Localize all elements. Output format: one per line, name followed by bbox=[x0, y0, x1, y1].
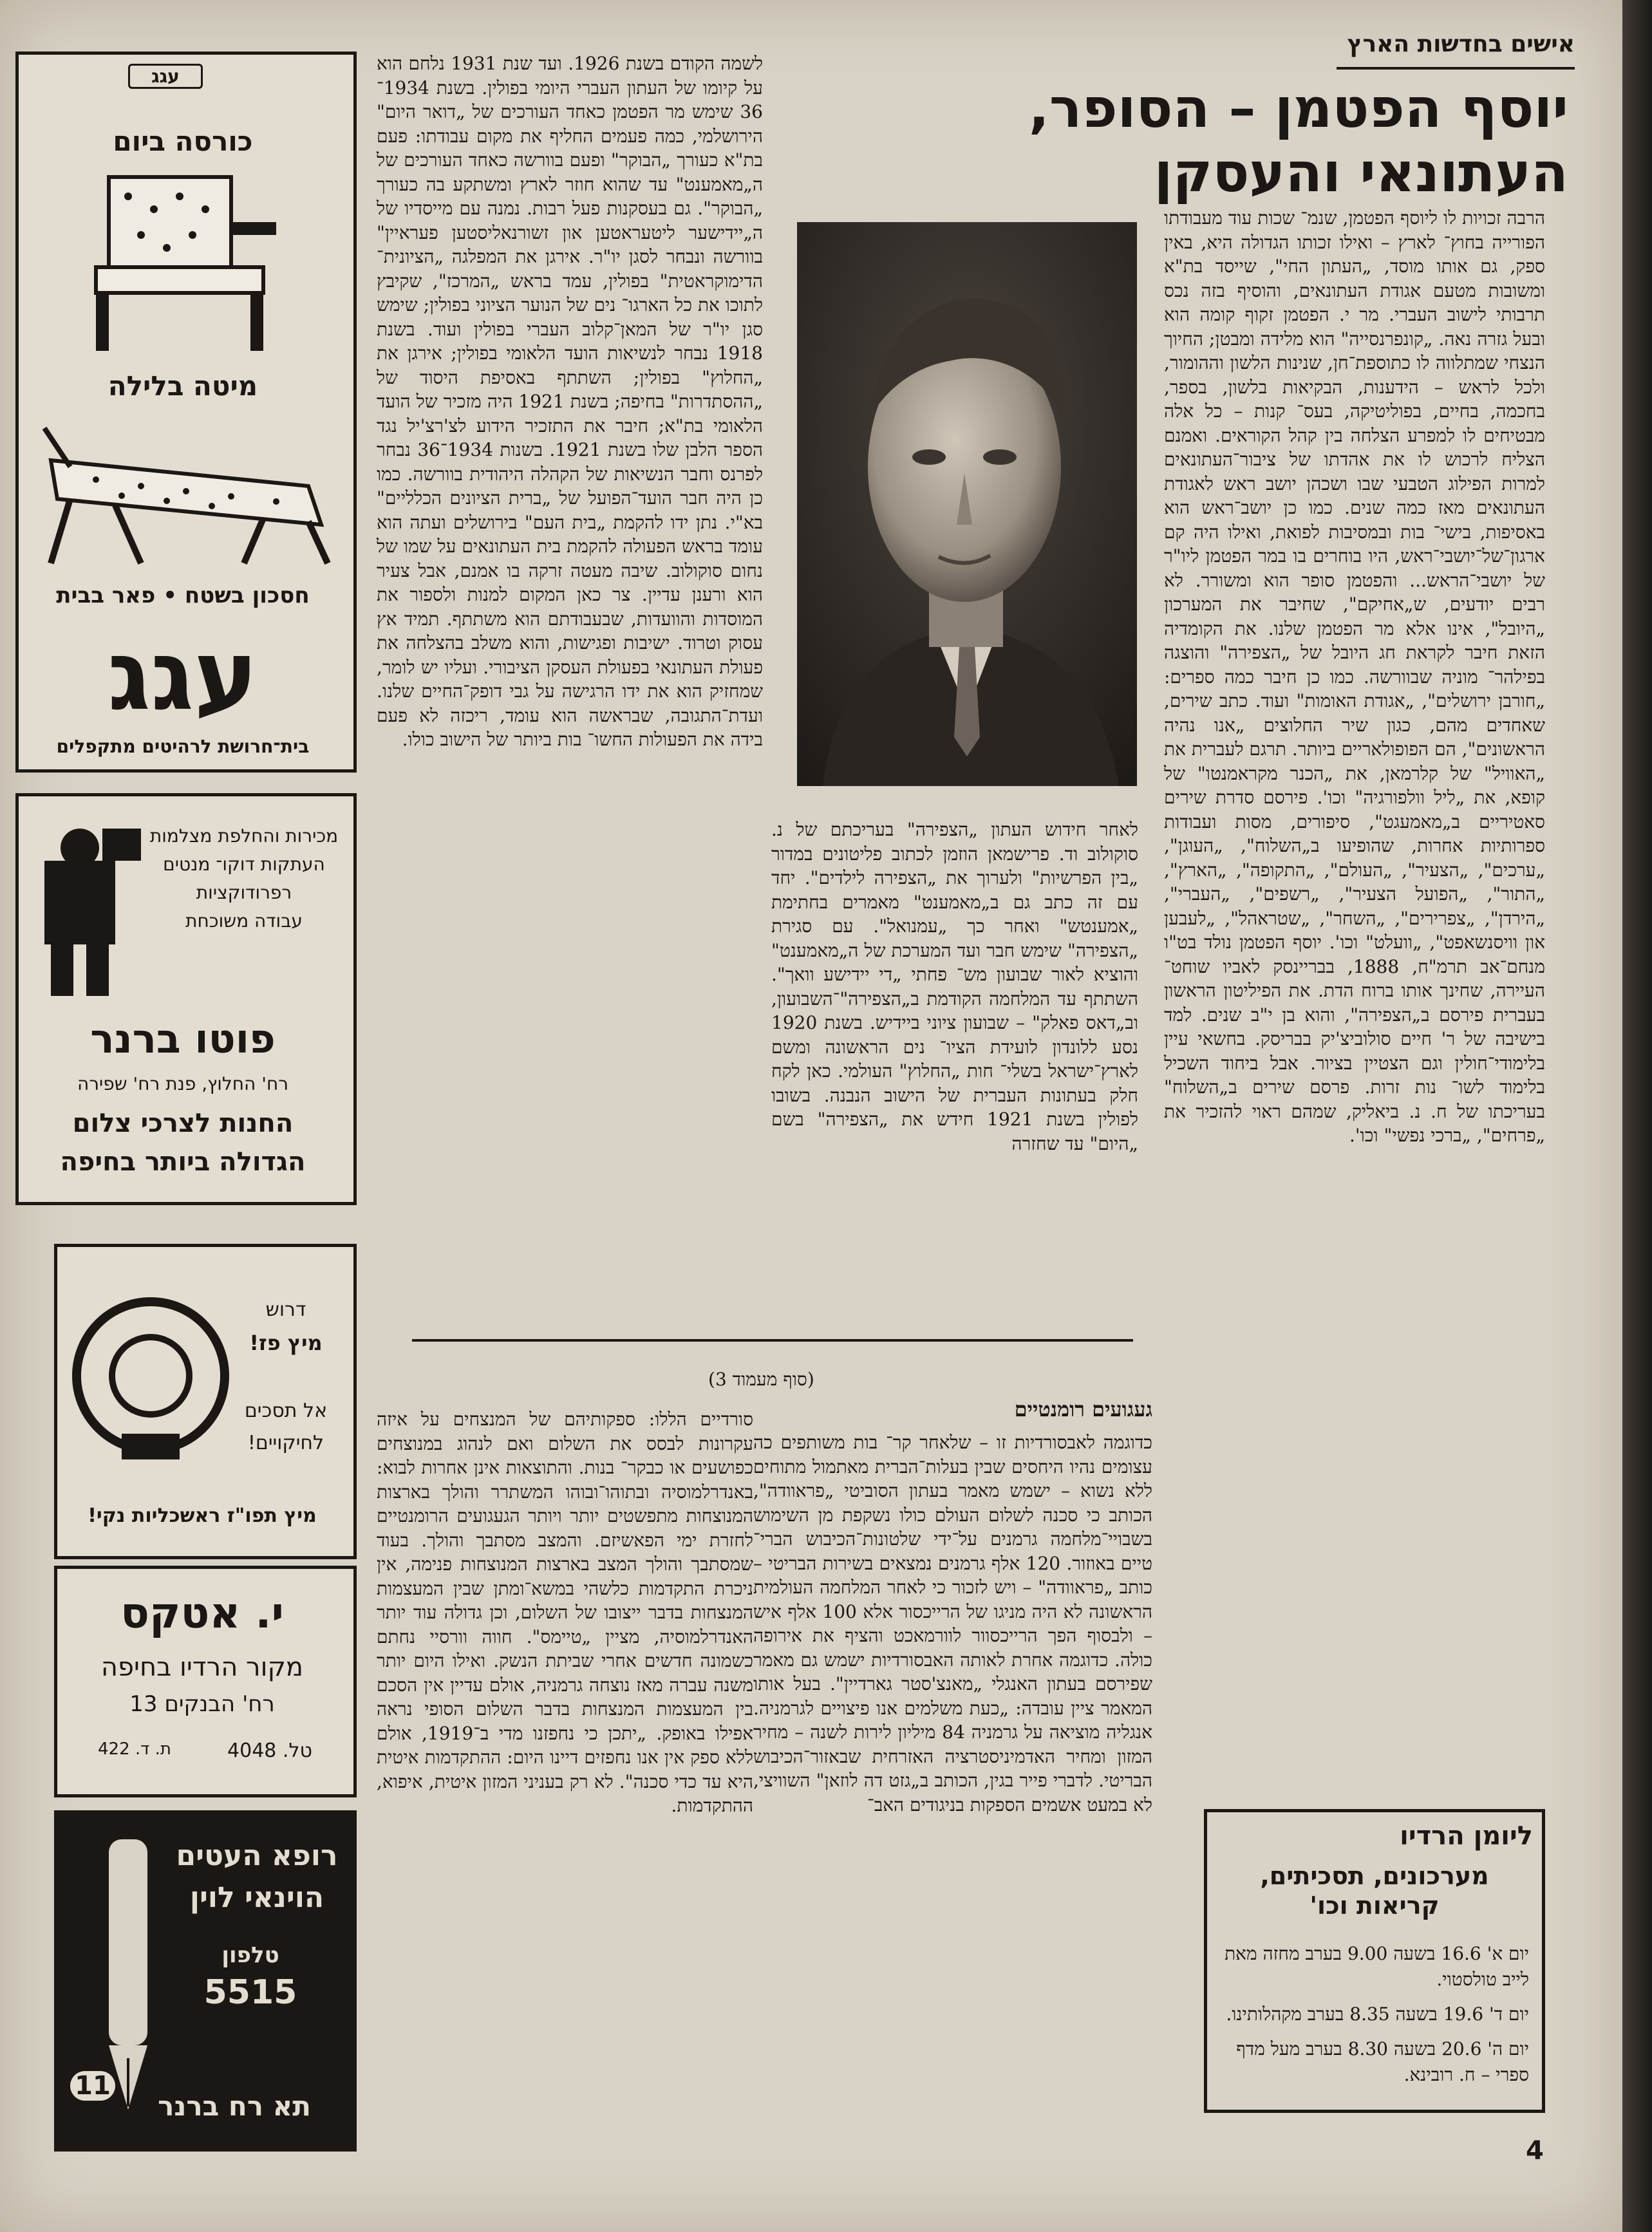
ad-photo-service: העתקות דוקו־ מנטים bbox=[163, 854, 325, 875]
ad-photo-service: רפרודוקציות bbox=[196, 882, 292, 903]
ad-furniture-brand: עגג bbox=[108, 620, 258, 732]
section-tag: אישים בחדשות הארץ bbox=[1347, 31, 1575, 57]
ad-doctor-phone-label: טלפון bbox=[221, 1942, 279, 1968]
article-column-3: לשמה הקודם בשנת 1926. ועד שנת 1931 נלחם הוא על קיומו של העתון העברי היומי בפולין. בשנת 1934־36 שימש מר הפטמן כאחד העורכים של „דואר היום" הירושלמי, כמה פעמים החליף את מקום עבודתו: פעם בת"א כעורך „הבוקר" ופעם בוורשה כאחד העורכים של ה„מאמענט" עד שהוא חוזר לארץ ומשתקע בה כעורך „הבוקר". גם בעסקנות פעל רבות. נמנה עם מייסדיו של ה„יידישער ליטעראטען און זשורנאליסטען פעראיין" בוורשה ונבחר לסגן יו"ר. אירגן את המפלגה „הציונית־ הדימוקראטית" בפולין, עמד בראש „המרכז", שקיבץ לתוכו את כל הארגו־ נים של הנוער הציוני בפולין; שימש סגן יו"ר של המאן־קלוב העברי בפולין ועוד. בשנת 1918 נבחר לנשיאות הועד הלאומי בפולין; אירגן את „החלוץ" בפולין; השתתף באסיפת היסוד של „ההסתדרות" בחיפה; בשנת 1921 היה מזכיר של הועד הלאומי בת"א; חיבר את התזכיר הידוע לצ'רצ'יל נגד הספר הלבן שלו בשנת 1921. בשנות 1934־36 נבחר לפרנס וחבר הנשיאות של הקהלה היהודית בוורשה. כמו כן היה חבר הועד־הפועל של „ברית הציונים הכלליים" בא"י. נתן ידו להקמת „בית העם" בירושלים ועתה הוא עומד בראש הפעולה להקמת בית העתונאים על שמו של נחום סוקולוב. שיבה מעטה זרקה בו אמנם, אבל צעיר הוא ורענן עדיין. צר כאן המקום למנות ולספור את המוסדות והוועדות, שבעבודתם הוא משתתף. תמיד אץ עסוק וטרוד. ישיבות ופגישות, והוא משלב בהצלחה את פעולת העתונאי בפעולת העסקן הציבורי. ועליו יש לומר, שמחזיק הוא את ידו הרגישה על גבי דופק־החיים שלנו. ועדת־התגובה, שבראשה הוא עומד, ריכזה לא פעם בידה את הפעולות החשו־ בות ביותר של הישוב כולו. bbox=[377, 53, 763, 750]
radio-diary-subtitle: מערכונים, תסכיתים, קריאות וכו' bbox=[1260, 1862, 1489, 1920]
ad-doctor-number: 11 bbox=[70, 2071, 115, 2101]
folding-bed-icon bbox=[32, 415, 341, 570]
ad-pen-doctor bbox=[54, 1810, 357, 2152]
continuation-note: (סוף מעמוד 3) bbox=[708, 1369, 814, 1390]
ad-furniture-line1: כורסה ביום bbox=[113, 126, 253, 157]
ad-mitz-line1: דרוש bbox=[265, 1299, 306, 1321]
ad-mitz-line2: מיץ פז! bbox=[249, 1331, 323, 1355]
portrait-illustration bbox=[797, 222, 1137, 786]
ad-doctor-address: תא רח ברנר bbox=[158, 2090, 311, 2122]
article-column-2: לאחר חידוש העתון „הצפירה" בעריכתם של נ. סוקולוב וד. פרישמאן הוזמן לכתוב פליטונים במדור „בין הפרשיות" ולערוך את „הצפירה לילדים". יחד עם זה כתב גם ב„מאמענט" מאמרים בחתימת „אמענטש" ואחר כך „עמנואל". עם סגירת „הצפירה" שימש חבר ועד המערכת של ה„מאמענט" והוציא לאור שבועון מש־ פחתי „די יידישע וואך". השתתף עד המלחמה הקודמת ב„הצפירה"־השבועון, וב„דאס פאלק" – שבועון ציוני ביידיש. בשנת 1920 נסע ללונדון לועידת הציו־ נים הראשונה ומשם לארץ־ישראל בשלי־ חות „החלוץ" העולמי. כאן לקח חלק בעתונות העברית של הישוב הנבנה. בשובו לפולין בשנת 1921 חידש את „הצפירה" בשם „היום" עד שחזרה bbox=[771, 819, 1139, 1154]
armchair-icon bbox=[83, 164, 289, 357]
ad-mitz-line3: אל תסכים לחיקויים! bbox=[244, 1400, 328, 1454]
continuation-column-2: סורדיים הללו: ספקותיהם של המנצחים על איזה עקרונות לבסס את השלום ואם לנהוג במנוצחים כפושעים או כבקר־ בנות. והתוצאות אינן אחרות לבוא: באנדרלמוסיה ובתוהו־ובוהו המשתרר והולך בארצות המנוצחות מתפשטים יותר ויותר הגעגועים הרומנטיים לחזרת ימי הפאשיזם. והמצב מסתבך והולך. בעוד שמסתבך והולך המצב בארצות המנוצחות פנימה, אין ניכרת התקדמות כלשהי במשא־ומתן שבין המעצמות המנצחות בדבר ייצובו של השלום, וכן גדולה עוד יותר האנדרלמוסיה, מציין „טיימס". חווה וורסיי נחתם כשמונה חדשים אחרי שביתת הנשק. ואילו היום יותר משנה עברה מאז נוצחה גרמניה, אולם עדיין אין הסכם בין המעצמות המנצחות בדבר השלום הסופי נראה אפילו באופק. „יתכן כי נחפזנו מדי ב־1919, אולם ללא ספק אין אנו נחפזים דיינו היום: ההתקדמות איטית היא עד כדי סכנה". לא רק בעניני המזון איטית, איפוא, ההתקדמות. bbox=[377, 1409, 753, 1816]
ad-furniture-tagline: בית־חרושת לרהיטים מתקפלים bbox=[56, 736, 310, 757]
radio-diary-list bbox=[1220, 1941, 1529, 2088]
ad-doctor-phone: 5515 bbox=[203, 1973, 297, 2012]
ad-photo-tagline1: החנות לצרכי צלום bbox=[72, 1109, 294, 1138]
radio-diary-item: יום א' 16.6 בשעה 9.00 בערב מחזה מאת לייב טולסטוי. bbox=[1225, 1943, 1529, 1990]
header-rule bbox=[1337, 67, 1575, 70]
ad-photo-shop bbox=[15, 793, 357, 1205]
ad-furniture bbox=[15, 52, 357, 773]
radio-diary-item: יום ה' 20.6 בשעה 8.30 בערב מעל מדף ספרי – ח. רובינא. bbox=[1236, 2038, 1529, 2085]
ad-radio-phone: טל. 4048 bbox=[227, 1740, 312, 1762]
ad-radio-line1: מקור הרדיו בחיפה bbox=[100, 1653, 304, 1682]
continuation-heading: געגועים רומנטיים bbox=[1014, 1397, 1152, 1421]
ad-radio-brand: י. אטקס bbox=[120, 1588, 284, 1638]
ad-radio-pobox: ת. ד. 422 bbox=[98, 1740, 171, 1759]
radio-diary-item: יום ד' 19.6 בשעה 8.35 בערב מקהלותינו. bbox=[1226, 2003, 1529, 2025]
article-column-1: הרבה זכויות לו ליוסף הפטמן, שנמ־ שכות עוד מעבודתו הפורייה בחוץ־ לארץ – ואילו זכותו הגדולה היא, באין ספק, גם אותו מוסד, „העתון החי", שייסד בת"א ומשובות מטעם אגודת העתונאים, והוסיף בזה נכס תרבותי לישוב העברי. מר י. הפטמן זקוף קומה הוא ובעל גזרה נאה. „קונפרנסייה" הוא מלידה ומבטן; החיוך הנצחי שמתלווה לו כתוספת־חן, שנינות הלשון וההומור, ולכל לראש – הידענות, הבקיאות בלשון, בספר, בחכמה, בחיים, בפוליטיקה, בעס־ קנות – כל אלה מבטיחים לו למפרע הצלחה בין קהל הקוראים. ואמנם הצליח לרכוש לו את אהדתו של ציבור־העתונאים למרות הפילוג הטבעי שבו ושכהן יושב ראש לאגודת העתונאים מאז כמה שנים. כמו כן יושב־ראש הוא באסיפות, בישי־ בות ובמסיבות לפואת, ואילו היה קם ארגון־של־יושבי־ראש, היו בוחרים בו במר הפטמן ליו"ר של יושבי־הראש... והפטמן סופר הוא ומשורר. לא רבים יודעים, ש„אחיקם", שחיבר את המערכון „היובל", אינו אלא מר הפטמן שלנו. את הקומדיה הזאת חיבר לקראת חג היובל של „הצפירה" והוצגה בפילהר־ מוניה שבוורשה. כמו כן חיבר כמה ספרים: „חורבן ירושלים", „אגודת האומות" ועוד. כתב שירים, שאחדים מהם, כגון שיר החלוצים „אנו נהיה הראשונים", הם הפופולאריים ביותר. תרגם לעברית את „האוויל" של קלרמאן, את „הכנר מקראמנטו" של קופא, את „ליל וולפורגיה" וכו'. פירסם סדרת שירים סאטיריים ב„מאמעגט", סיפורים, מסות ועבודות ספרותיות אחרות, שהופיעו ב„השלוח", „העוגן", „ערכים", „הצעיר", „העולם", „התקופה", „הארץ", „התור", „הפועל הצעיר", „רשפים", „העברי", „הירדן", „צפרירים", „השחר", „שטראהל", „לעבען און וויסנשאפט", „וועלט" וכו'. יוסף הפטמן נולד בט"ו מנחם־אב תרמ"ח, 1888, בבריינסק לאביו שוחט־ העיירה, שחינך אותו ברוח הדת. את הפיליטון הראשון בעברית פירסם ב„הצפירה", והוא בן י"ב שנים. למד בישיבה של ר' חיים סולוביצ'יק בבריסק. בחשאי עיין בלימודי־חולין וגם הצטיין בציור. אבל ביחוד השכיל בלימוד לשו־ נות זרות. פרסם שירים ב„השלוח" בעריכתו של ח. נ. ביאליק, שמהם ראוי להזכיר את „פרחים", „ברכי נפשי" וכו'. bbox=[1164, 207, 1545, 1146]
photographer-icon bbox=[25, 816, 147, 1002]
portrait-photo bbox=[797, 222, 1137, 786]
continuation-column-1: כדוגמה לאבסורדיות זו – שלאחר קר־ בות משותפים כה עצומים נהיו היחסים שבין בעלות־הברית מאתמול מתוחים ללא נשוא – ישמש מאמר בעתון הסוביטי „פראוודה", הכותב כי סכנה לשלום העולם כולו נשקפת מן השימוש בשבויי־מלחמה גרמנים על־ידי שלטונות־הכיבוש הברי־ טיים באוזור. 120 אלף גרמנים נמצאים בשירות הבריטי – כותב „פראוודה" – ויש לזכור כי לאחר המלחמה העולמית הראשונה לא היה מניגו של הרייכסור אלא 100 אלף איש – ולבסוף הפך הרייכסוור לוורמאכט והציף את אירופה כולה. כדוגמה אחרת לאותה האבסורדיות ישמש גם מאמר שפירסם בעתון האנגלי „מאנצ'סטר גארדיין". בעל אותו המאמר ציין עובדה: „כעת משלמים אנו פיצויים לגרמניה. אנגליה מוציאה על גרמניה 84 מיליון לירות לשנה – מחיר המזון ומחיר האדמיניסטרציה האזרחית שבאזור־הכיבוש הבריטי. לדברי פייר בגין, הכותב ב„גזט דה לוזאן" השוויצי, לא במעט אשמים הספקות בניגודים האב־ bbox=[753, 1432, 1152, 1815]
ad-mitz-paz bbox=[54, 1244, 357, 1559]
ad-photo-brand: פוטו ברנר bbox=[90, 1015, 276, 1062]
ad-furniture-logo: עגג bbox=[128, 64, 203, 89]
ad-furniture-line3: חסכון בשטח • פאר בבית bbox=[56, 583, 310, 608]
ad-photo-address: רח' החלוץ, פנת רח' שפירה bbox=[77, 1073, 289, 1094]
ad-furniture-line2: מיטה בלילה bbox=[108, 370, 258, 402]
juice-bottle-logo-icon bbox=[70, 1266, 231, 1485]
ad-photo-service: מכירות והחלפת מצלמות bbox=[149, 825, 339, 847]
ad-photo-services bbox=[147, 822, 341, 935]
binding-edge bbox=[1622, 0, 1652, 2232]
radio-diary-title: ליומן הרדיו bbox=[1400, 1821, 1533, 1851]
radio-diary-box bbox=[1204, 1809, 1545, 2113]
ad-doctor-line2: הוינאי לוין bbox=[189, 1881, 324, 1914]
ad-radio-address: רח' הבנקים 13 bbox=[129, 1691, 275, 1717]
ad-photo-service: עבודה משוכחת bbox=[185, 910, 303, 932]
article-title: יוסף הפטמן – הסופר, העתונאי והעסקן bbox=[1028, 77, 1568, 204]
ad-photo-tagline2: הגדולה ביותר בחיפה bbox=[60, 1147, 306, 1177]
ad-doctor-line1: רופא העטים bbox=[176, 1839, 338, 1872]
ad-mitz-tagline: מיץ תפו"ז ראשכליות נקי! bbox=[88, 1505, 317, 1527]
ad-radio-shop bbox=[54, 1566, 357, 1797]
section-divider bbox=[412, 1339, 1133, 1342]
page-number: 4 bbox=[1526, 2136, 1544, 2166]
